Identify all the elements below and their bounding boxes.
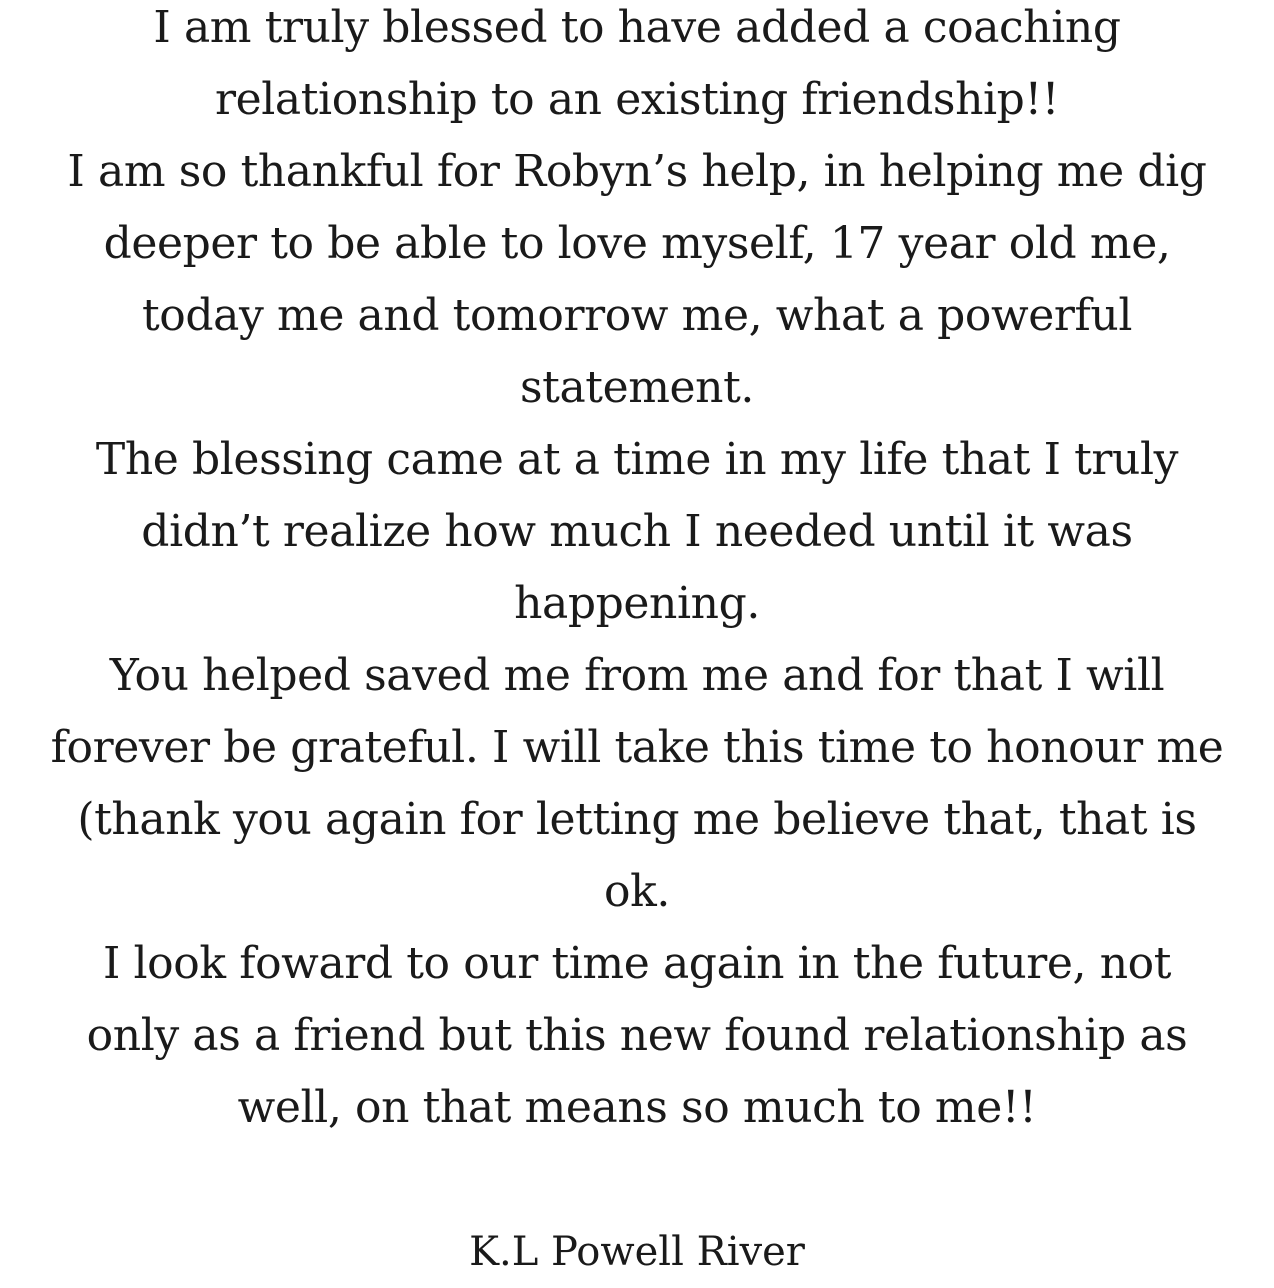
testimonial-line: The blessing came at a time in my life that I truly <box>95 434 1179 485</box>
testimonial-line: I am so thankful for Robyn’s help, in helping me dig <box>67 146 1207 197</box>
testimonial-line: relationship to an existing friendship!! <box>214 74 1060 125</box>
testimonial-line: ok. <box>604 866 670 917</box>
testimonial-line: happening. <box>514 578 760 629</box>
signature: K.L Powell River <box>469 1229 805 1275</box>
testimonial-line: I am truly blessed to have added a coaching <box>153 2 1121 53</box>
testimonial-line: You helped saved me from me and for that I will <box>109 650 1165 701</box>
testimonial-line: I look foward to our time again in the future, not <box>102 938 1172 989</box>
signature-spacer <box>0 1144 1274 1216</box>
testimonial-line: didn’t realize how much I needed until it was <box>141 506 1133 557</box>
testimonial-line: statement. <box>520 362 754 413</box>
testimonial-line: deeper to be able to love myself, 17 year old me, <box>103 218 1171 269</box>
testimonial-line: well, on that means so much to me!! <box>237 1082 1037 1133</box>
testimonial-line: forever be grateful. I will take this time to honour me <box>50 722 1224 773</box>
testimonial-line: today me and tomorrow me, what a powerful <box>141 290 1132 341</box>
testimonial-line: (thank you again for letting me believe that, that is <box>77 794 1197 845</box>
testimonial-line: only as a friend but this new found relationship as <box>86 1010 1188 1061</box>
